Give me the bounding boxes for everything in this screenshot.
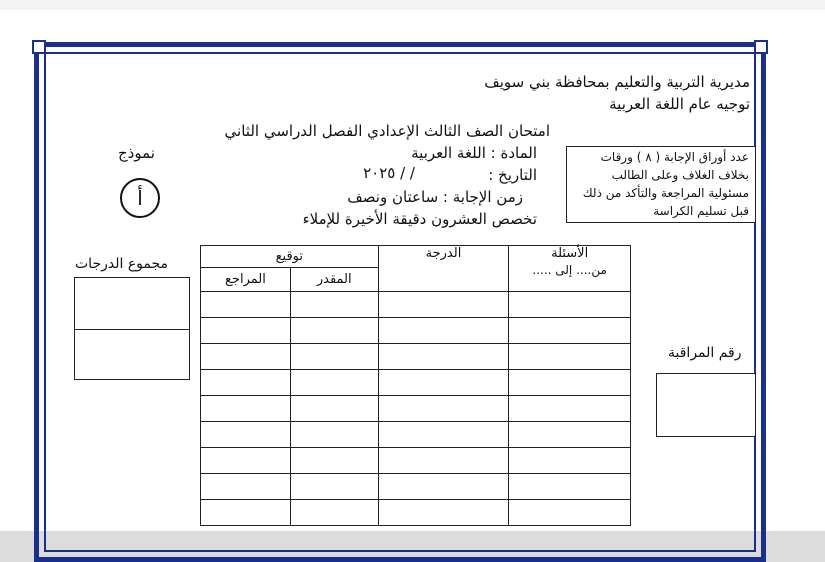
table-cell[interactable]: [378, 422, 509, 448]
grades-total-box[interactable]: [74, 277, 190, 330]
grades-total-label: مجموع الدرجات: [75, 256, 169, 272]
model-letter-circle: [120, 178, 160, 218]
table-cell[interactable]: [509, 370, 631, 396]
table-cell[interactable]: [509, 292, 631, 318]
table-cell[interactable]: [201, 448, 291, 474]
questions-range-label: من.... إلى .....: [532, 263, 607, 277]
questions-header-label: الأسئلة: [551, 246, 589, 261]
grade-header: الدرجة: [378, 246, 509, 292]
table-cell[interactable]: [378, 396, 509, 422]
exam-date-label: التاريخ :: [488, 166, 537, 184]
table-cell[interactable]: [509, 422, 631, 448]
model-label: نموذج: [118, 144, 155, 162]
exam-title: امتحان الصف الثالث الإعدادي الفصل الدراسي الثاني: [224, 122, 550, 140]
table-cell[interactable]: [378, 474, 509, 500]
table-cell[interactable]: [290, 344, 378, 370]
table-cell[interactable]: [509, 344, 631, 370]
table-cell[interactable]: [201, 396, 291, 422]
model-letter: أ: [137, 186, 143, 210]
instruction-line: بخلاف الغلاف وعلى الطالب: [611, 168, 749, 182]
reviewer-header: المراجع: [201, 268, 291, 292]
table-cell[interactable]: [290, 500, 378, 526]
table-cell[interactable]: [201, 292, 291, 318]
table-cell[interactable]: [201, 474, 291, 500]
border-corner-ornament: [32, 40, 46, 54]
department-title: توجيه عام اللغة العربية: [609, 95, 750, 113]
grades-total-box[interactable]: [74, 329, 190, 380]
table-cell[interactable]: [290, 396, 378, 422]
table-cell[interactable]: [290, 422, 378, 448]
table-cell[interactable]: [290, 318, 378, 344]
table-cell[interactable]: [290, 370, 378, 396]
table-cell[interactable]: [201, 500, 291, 526]
table-cell[interactable]: [378, 500, 509, 526]
table-cell[interactable]: [290, 448, 378, 474]
table-cell[interactable]: [378, 318, 509, 344]
exam-subject: المادة : اللغة العربية: [411, 144, 537, 162]
proctor-number-label: رقم المراقبة: [668, 345, 742, 361]
table-cell[interactable]: [509, 474, 631, 500]
table-cell[interactable]: [378, 448, 509, 474]
table-cell[interactable]: [509, 500, 631, 526]
table-cell[interactable]: [201, 344, 291, 370]
questions-header: [509, 246, 631, 292]
dictation-note: تخصص العشرون دقيقة الأخيرة للإملاء: [302, 210, 537, 228]
table-cell[interactable]: [201, 370, 291, 396]
table-cell[interactable]: [201, 318, 291, 344]
instruction-line: عدد أوراق الإجابة ( ٨ ) ورقات: [600, 150, 749, 164]
table-cell[interactable]: [509, 448, 631, 474]
signature-header: توقيع: [201, 246, 379, 268]
table-cell[interactable]: [509, 318, 631, 344]
table-cell[interactable]: [378, 344, 509, 370]
table-cell[interactable]: [201, 422, 291, 448]
instruction-line: قبل تسليم الكراسة: [653, 204, 749, 218]
instructions-box: [566, 146, 756, 223]
grades-table: [200, 245, 631, 526]
assessor-header: المقدر: [290, 268, 378, 292]
table-cell[interactable]: [290, 474, 378, 500]
exam-date-value: / / ٢٠٢٥: [363, 164, 415, 182]
table-cell[interactable]: [378, 370, 509, 396]
table-cell[interactable]: [290, 292, 378, 318]
instruction-line: مسئولية المراجعة والتأكد من ذلك: [582, 186, 749, 200]
proctor-number-box[interactable]: [656, 373, 756, 437]
table-cell[interactable]: [378, 292, 509, 318]
exam-duration: زمن الإجابة : ساعتان ونصف: [347, 188, 523, 206]
table-cell[interactable]: [509, 396, 631, 422]
directorate-title: مديرية التربية والتعليم بمحافظة بني سويف: [484, 73, 750, 91]
border-corner-ornament: [754, 40, 768, 54]
